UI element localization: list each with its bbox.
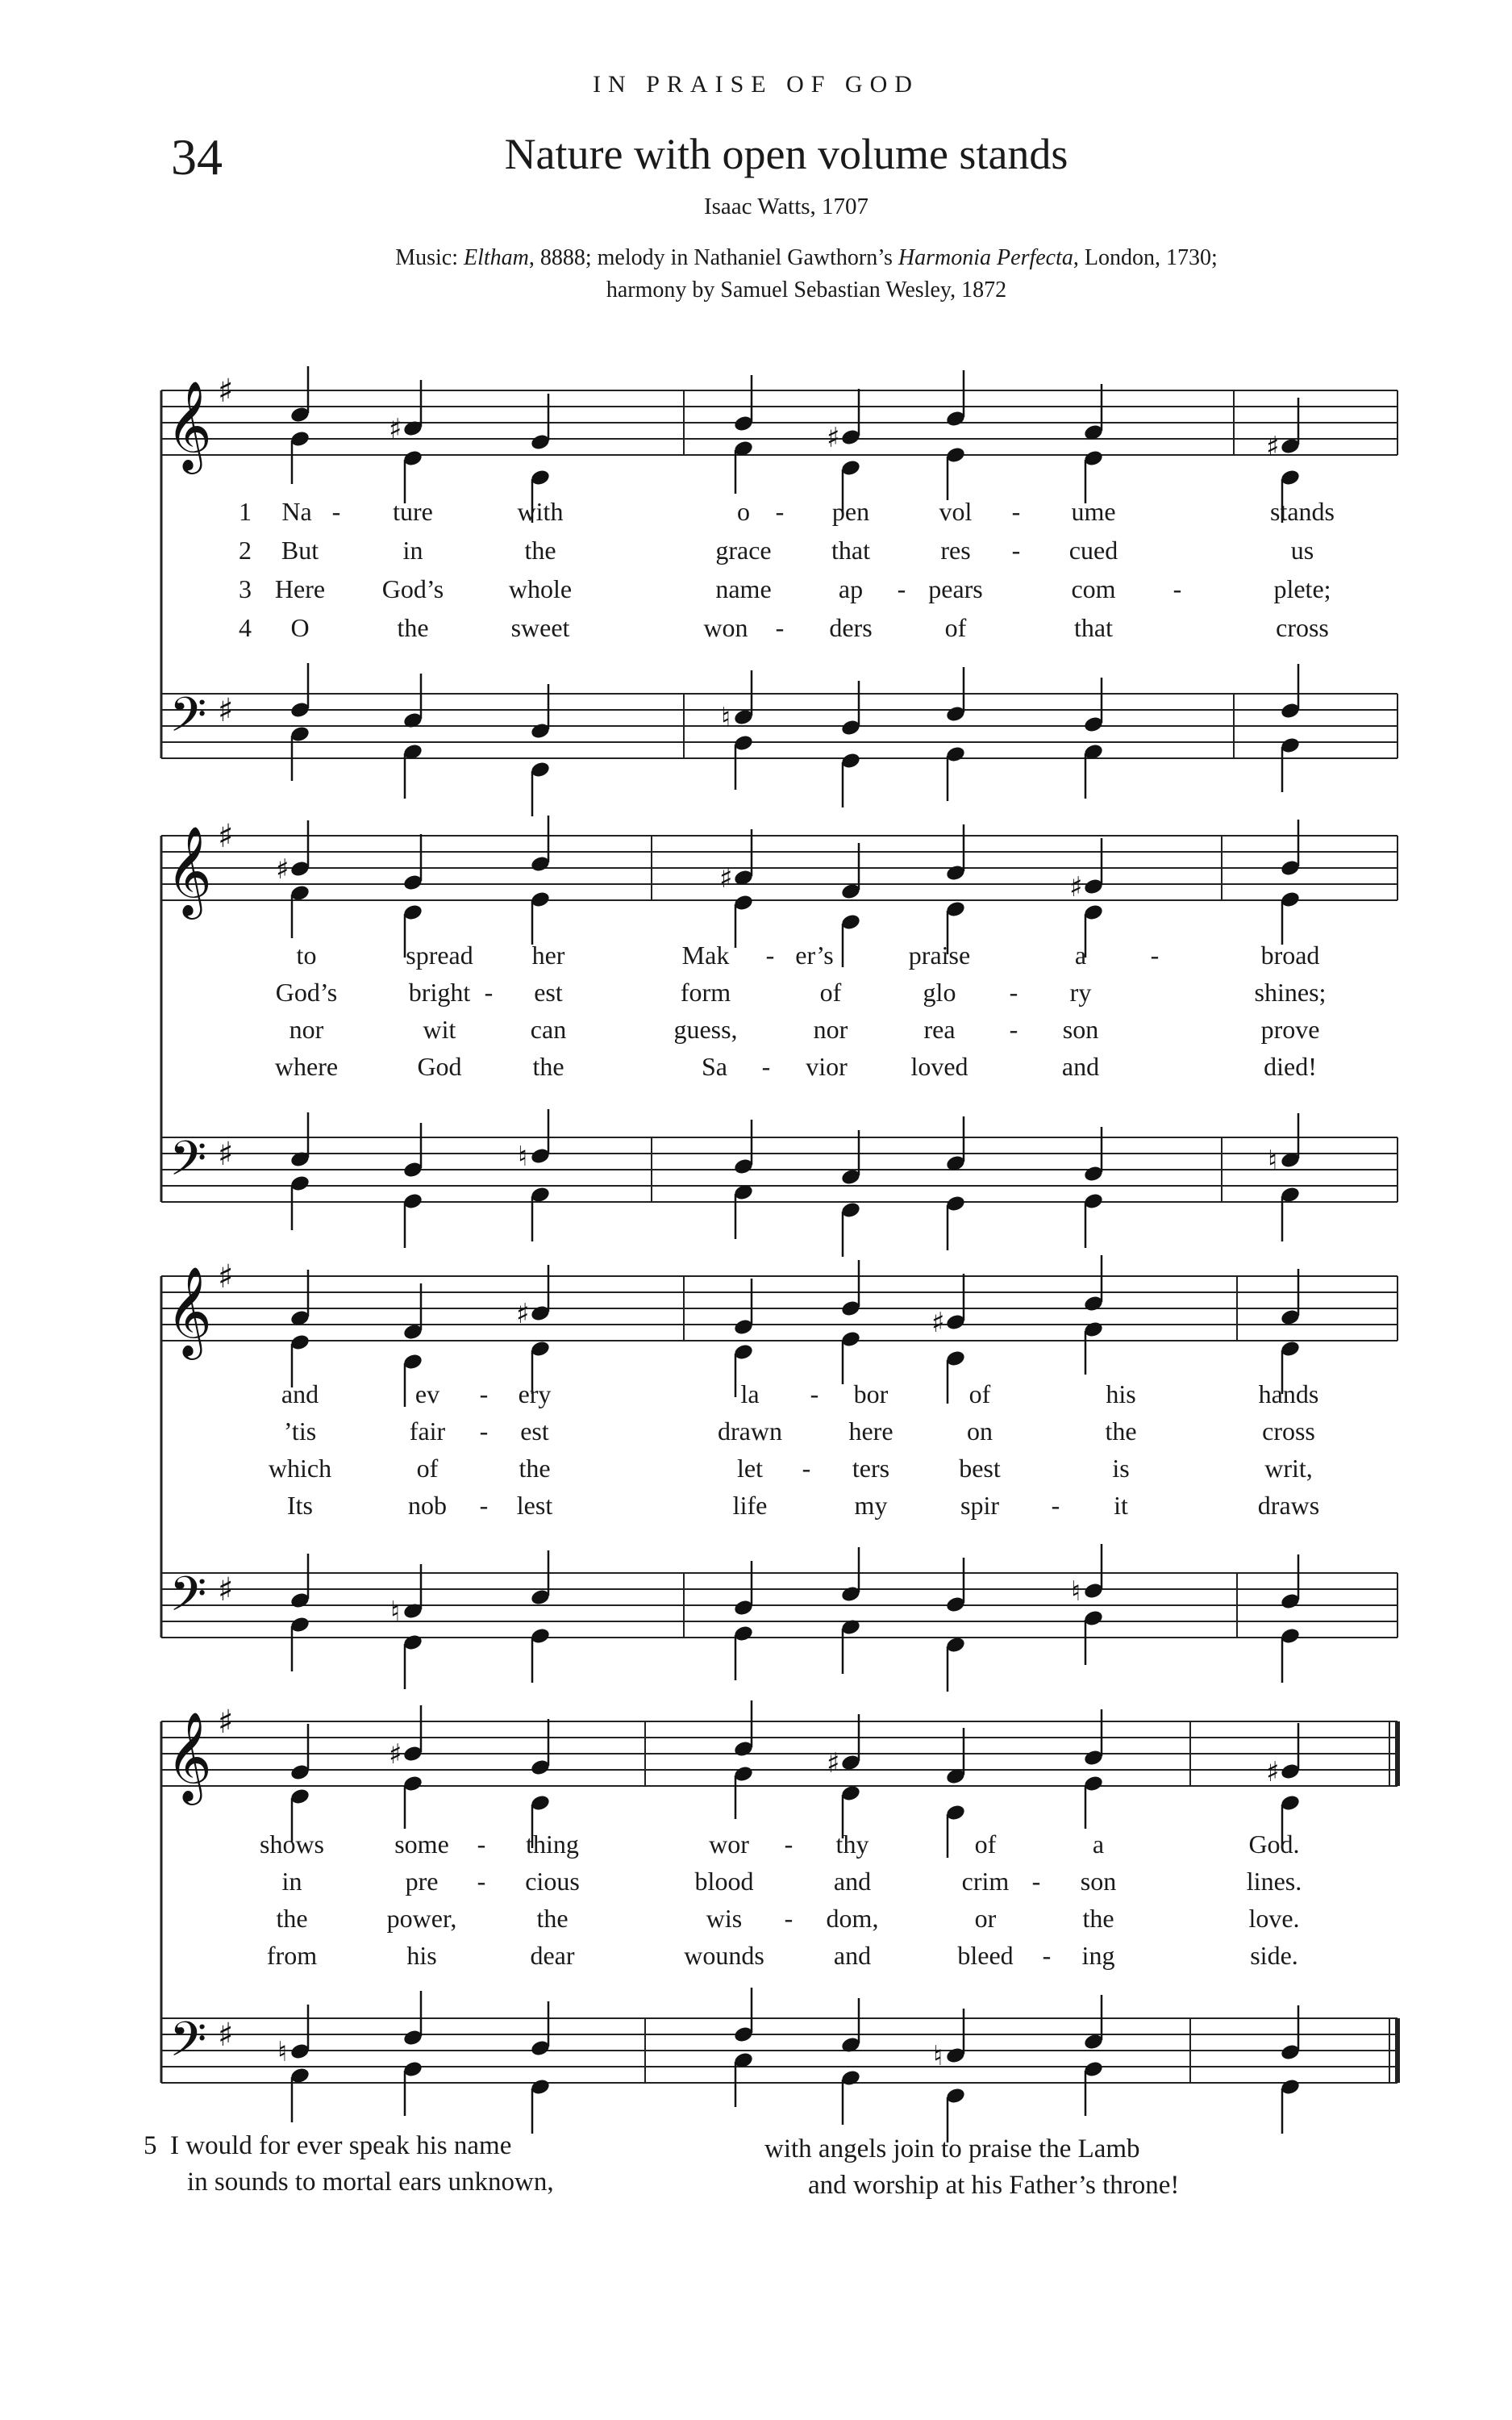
lyric-syllable: on: [967, 1417, 993, 1446]
lyric-syllable: writ,: [1264, 1454, 1313, 1483]
melody-source: Harmonia Perfecta: [898, 245, 1073, 270]
lyric-syllable: ry: [1069, 978, 1092, 1007]
lyric-syllable: God’s: [275, 978, 338, 1007]
lyric-syllable: shows: [259, 1830, 325, 1859]
lyric-syllable: nor: [813, 1015, 848, 1044]
lyric-syllable: sweet: [510, 613, 570, 642]
lyric-syllable: and: [1061, 1052, 1100, 1081]
lyric-syllable: drawn: [718, 1417, 782, 1446]
lyric-syllable: hands: [1258, 1379, 1319, 1408]
lyric-syllable: of: [944, 613, 967, 642]
treble-clef-icon: 𝄞: [166, 380, 212, 470]
key-signature-sharp-icon: ♯: [218, 818, 234, 855]
lyric-syllable: that: [831, 536, 870, 565]
hyphen: -: [810, 1379, 819, 1408]
hyphen: -: [477, 1830, 486, 1859]
lyric-syllable: lest: [516, 1491, 553, 1520]
stanza-5-line-3: with angels join to praise the Lamb: [764, 2134, 1140, 2163]
lyric-syllable: or: [974, 1904, 997, 1933]
lyric-syllable: life: [732, 1491, 768, 1520]
accidental-sharp-icon: ♯: [389, 413, 402, 445]
hyphen: -: [1011, 497, 1021, 526]
lyric-syllable: form: [680, 978, 731, 1007]
lyric-syllable: ing: [1081, 1941, 1115, 1970]
lyric-syllable: Mak: [681, 941, 730, 970]
key-signature-sharp-icon: ♯: [218, 2017, 234, 2054]
lyric-syllable: O: [290, 613, 310, 642]
lyric-syllable: ture: [393, 497, 433, 526]
stanza-5-line-2: in sounds to mortal ears unknown,: [187, 2168, 554, 2197]
tune-name: Eltham: [463, 245, 529, 270]
music-credit-prefix: Music:: [395, 245, 464, 270]
hyphen: -: [1051, 1491, 1060, 1520]
lyric-syllable: the: [397, 613, 429, 642]
bass-clef-icon: 𝄢: [169, 2011, 207, 2079]
lyric-syllable: wit: [423, 1015, 456, 1044]
lyric-syllable: here: [848, 1417, 893, 1446]
verse-number-1: 1: [239, 497, 252, 526]
hyphen: -: [1042, 1941, 1052, 1970]
lyric-syllable: thy: [835, 1830, 869, 1859]
accidental-natural-icon: ♮: [933, 2040, 943, 2072]
lyric-syllable: son: [1062, 1015, 1099, 1044]
lyric-syllable: pen: [831, 497, 870, 526]
lyric-syllable: her: [531, 941, 565, 970]
lyric-syllable: son: [1080, 1867, 1117, 1896]
lyric-syllable: can: [530, 1015, 567, 1044]
lyric-syllable: nor: [289, 1015, 324, 1044]
lyric-syllable: in: [402, 536, 423, 565]
lyric-syllable: nob: [408, 1491, 447, 1520]
lyric-syllable: and: [833, 1867, 872, 1896]
stanza-5-line-4: and worship at his Father’s throne!: [808, 2171, 1180, 2200]
accidental-sharp-icon: ♯: [931, 1307, 945, 1339]
lyric-syllable: the: [536, 1904, 569, 1933]
lyric-syllable: crim: [961, 1867, 1010, 1896]
hymn-author: Isaac Watts, 1707: [703, 194, 869, 219]
hyphen: -: [1150, 941, 1160, 970]
stanza-5-right: [764, 2131, 1179, 2204]
lyric-syllable: spir: [960, 1491, 999, 1520]
hyphen: -: [1031, 1867, 1041, 1896]
lyric-syllable: died!: [1264, 1052, 1317, 1081]
lyric-syllable: us: [1290, 536, 1314, 565]
lyric-syllable: the: [524, 536, 556, 565]
lyric-syllable: Na: [281, 497, 312, 526]
lyric-syllable: from: [266, 1941, 318, 1970]
lyric-syllable: lines.: [1246, 1867, 1302, 1896]
lyric-syllable: of: [968, 1379, 991, 1408]
lyric-syllable: loved: [910, 1052, 968, 1081]
hyphen: -: [331, 497, 341, 526]
lyric-syllable: est: [534, 978, 563, 1007]
hyphen: -: [775, 497, 785, 526]
lyric-syllable: com: [1071, 574, 1116, 603]
lyric-syllable: where: [274, 1052, 339, 1081]
hyphen: -: [479, 1417, 489, 1446]
hyphen: -: [479, 1491, 489, 1520]
lyric-syllable: ters: [852, 1454, 890, 1483]
lyric-syllable: of: [974, 1830, 997, 1859]
lyric-syllable: wis: [706, 1904, 743, 1933]
key-signature-sharp-icon: ♯: [218, 1258, 234, 1296]
lyric-syllable: that: [1074, 613, 1113, 642]
lyric-syllable: whole: [508, 574, 573, 603]
lyric-syllable: plete;: [1273, 574, 1331, 603]
lyric-syllable: dom,: [826, 1904, 879, 1933]
lyric-syllable: cued: [1068, 536, 1118, 565]
accidental-sharp-icon: ♯: [827, 422, 840, 454]
lyric-syllable: my: [854, 1491, 888, 1520]
lyric-syllable: the: [276, 1904, 308, 1933]
lyric-syllable: ap: [838, 574, 864, 603]
lyric-syllable: shines;: [1254, 978, 1327, 1007]
accidental-sharp-icon: ♯: [276, 853, 289, 886]
stanza-5-line-1: I would for ever speak his name: [170, 2131, 512, 2160]
lyric-syllable: wounds: [684, 1941, 764, 1970]
hyphen: -: [765, 941, 775, 970]
accidental-natural-icon: ♮: [721, 702, 731, 734]
treble-clef-icon: 𝄞: [166, 825, 212, 916]
stanza-5-left: [144, 2128, 554, 2201]
lyric-syllable: which: [268, 1454, 332, 1483]
lyric-syllable: prove: [1260, 1015, 1320, 1044]
lyric-syllable: pears: [928, 574, 983, 603]
hyphen: -: [1011, 536, 1021, 565]
key-signature-sharp-icon: ♯: [218, 1571, 234, 1608]
lyric-syllable: dear: [530, 1941, 575, 1970]
hyphen: -: [784, 1830, 793, 1859]
lyric-syllable: blood: [694, 1867, 754, 1896]
lyric-syllable: name: [715, 574, 772, 603]
lyric-syllable: bright: [408, 978, 471, 1007]
accidental-sharp-icon: ♯: [516, 1298, 530, 1330]
accidental-sharp-icon: ♯: [1266, 1756, 1280, 1788]
lyric-syllable: of: [416, 1454, 439, 1483]
lyric-syllable: est: [520, 1417, 549, 1446]
lyric-syllable: cross: [1262, 1417, 1315, 1446]
lyric-syllable: God: [417, 1052, 462, 1081]
lyric-syllable: let: [737, 1454, 763, 1483]
lyric-syllable: spread: [406, 941, 473, 970]
bass-clef-icon: 𝄢: [169, 1566, 207, 1634]
accidental-natural-icon: ♮: [1268, 1145, 1278, 1177]
lyric-syllable: vior: [806, 1052, 848, 1081]
lyric-syllable: guess,: [673, 1015, 738, 1044]
lyric-syllable: the: [1105, 1417, 1137, 1446]
lyric-syllable: God.: [1248, 1830, 1300, 1859]
music-credit-source-rest: , London, 1730;: [1073, 245, 1218, 270]
lyric-syllable: side.: [1250, 1941, 1298, 1970]
lyric-syllable: and: [833, 1941, 872, 1970]
lyric-syllable: power,: [386, 1904, 457, 1933]
accidental-sharp-icon: ♯: [719, 862, 733, 895]
lyric-syllable: cious: [525, 1867, 580, 1896]
lyric-syllable: But: [281, 536, 319, 565]
lyric-syllable: with: [517, 497, 564, 526]
lyric-syllable: Its: [287, 1491, 313, 1520]
lyric-syllable: in: [281, 1867, 302, 1896]
lyric-syllable: pre: [405, 1867, 439, 1896]
verse-number-4: 4: [239, 613, 252, 642]
lyric-syllable: ev: [414, 1379, 440, 1408]
hyphen: -: [761, 1052, 771, 1081]
lyric-syllable: wor: [709, 1830, 749, 1859]
treble-clef-icon: 𝄞: [166, 1266, 212, 1356]
lyric-syllable: the: [519, 1454, 551, 1483]
lyric-syllable: is: [1112, 1454, 1130, 1483]
lyric-syllable: ’tis: [283, 1417, 317, 1446]
lyric-syllable: rea: [923, 1015, 956, 1044]
hyphen: -: [479, 1379, 489, 1408]
verse-number-2: 2: [239, 536, 252, 565]
accidental-sharp-icon: ♯: [827, 1747, 840, 1780]
lyric-syllable: love.: [1248, 1904, 1300, 1933]
verse-number-3: 3: [239, 574, 252, 603]
hyphen: -: [477, 1867, 486, 1896]
hyphen: -: [484, 978, 494, 1007]
hymn-title: Nature with open volume stands: [504, 130, 1068, 178]
key-signature-sharp-icon: ♯: [218, 1136, 234, 1173]
lyric-syllable: some: [394, 1830, 449, 1859]
lyric-syllable: bleed: [957, 1941, 1014, 1970]
lyric-syllable: vol: [939, 497, 973, 526]
hyphen: -: [1009, 978, 1018, 1007]
lyric-syllable: glo: [923, 978, 956, 1007]
key-signature-sharp-icon: ♯: [218, 373, 234, 410]
lyric-syllable: fair: [409, 1417, 446, 1446]
lyric-syllable: draws: [1257, 1491, 1320, 1520]
key-signature-sharp-icon: ♯: [218, 692, 234, 729]
lyric-syllable: his: [1106, 1379, 1136, 1408]
lyric-syllable: praise: [908, 941, 971, 970]
lyric-syllable: cross: [1276, 613, 1329, 642]
lyric-syllable: and: [281, 1379, 319, 1408]
lyric-syllable: ders: [829, 613, 873, 642]
lyric-syllable: it: [1114, 1491, 1128, 1520]
section-title: IN PRAISE OF GOD: [593, 71, 919, 98]
lyric-syllable: Sa: [702, 1052, 727, 1081]
lyric-syllable: broad: [1260, 941, 1320, 970]
lyric-syllable: of: [819, 978, 842, 1007]
lyric-syllable: God’s: [381, 574, 444, 603]
accidental-sharp-icon: ♯: [1069, 871, 1083, 903]
accidental-natural-icon: ♮: [390, 1596, 401, 1628]
hyphen: -: [784, 1904, 793, 1933]
lyric-syllable: res: [940, 536, 971, 565]
bass-clef-icon: 𝄢: [169, 1130, 207, 1198]
lyric-syllable: er’s: [795, 941, 834, 970]
lyric-syllable: won: [703, 613, 748, 642]
hyphen: -: [1173, 574, 1182, 603]
lyric-syllable: grace: [715, 536, 772, 565]
harmony-credit: harmony by Samuel Sebastian Wesley, 1872: [606, 277, 1007, 302]
stanza-5-number: 5: [144, 2131, 157, 2160]
lyric-syllable: Here: [274, 574, 326, 603]
lyric-syllable: thing: [526, 1830, 579, 1859]
lyric-syllable: o: [737, 497, 750, 526]
hymn-number: 34: [171, 128, 223, 186]
bass-clef-icon: 𝄢: [169, 686, 207, 754]
hyphen: -: [1009, 1015, 1018, 1044]
accidental-natural-icon: ♮: [518, 1141, 528, 1173]
lyric-syllable: bor: [853, 1379, 889, 1408]
hyphen: -: [802, 1454, 811, 1483]
lyric-syllable: the: [1082, 1904, 1114, 1933]
lyric-syllable: to: [296, 941, 317, 970]
lyric-syllable: la: [740, 1379, 760, 1408]
key-signature-sharp-icon: ♯: [218, 1704, 234, 1741]
lyric-syllable: a: [1074, 941, 1087, 970]
hyphen: -: [775, 613, 785, 642]
accidental-natural-icon: ♮: [1071, 1575, 1081, 1608]
hyphen: -: [897, 574, 906, 603]
lyric-syllable: the: [532, 1052, 564, 1081]
treble-clef-icon: 𝄞: [166, 1711, 212, 1801]
lyric-syllable: stands: [1270, 497, 1335, 526]
music-credit-meter: , 8888; melody in Nathaniel Gawthorn’s: [528, 245, 898, 270]
lyric-syllable: a: [1092, 1830, 1105, 1859]
lyric-syllable: his: [406, 1941, 437, 1970]
lyric-syllable: ery: [518, 1379, 552, 1408]
lyric-syllable: ume: [1071, 497, 1116, 526]
lyric-syllable: best: [959, 1454, 1001, 1483]
accidental-natural-icon: ♮: [277, 2036, 288, 2068]
accidental-sharp-icon: ♯: [389, 1738, 402, 1771]
accidental-sharp-icon: ♯: [1266, 431, 1280, 463]
